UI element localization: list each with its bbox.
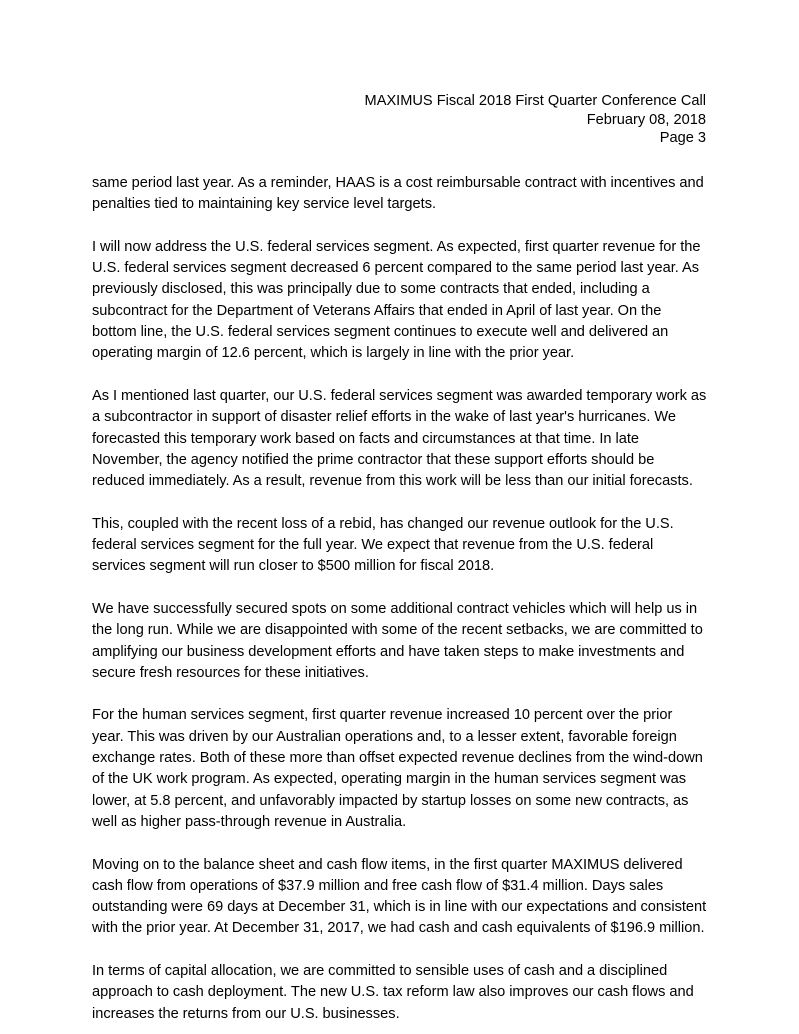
document-body	[92, 173, 707, 1025]
paragraph-federal-services-revenue: I will now address the U.S. federal services segment. As expected, first quarter revenue for the U.S. federal services segment decreased 6 percent compared to the same period last year. As previously disclosed, this was principally due to some contracts that ended, including a subcontract for the Department of Veterans Affairs that ended in April of last year. On the bottom line, the U.S. federal services segment continues to execute well and delivered an operating margin of 12.6 percent, which is largely in line with the prior year.	[92, 238, 701, 362]
header-conference-title: MAXIMUS Fiscal 2018 First Quarter Conference Call	[364, 93, 706, 109]
document-header	[365, 92, 706, 148]
header-date: February 08, 2018	[586, 111, 706, 128]
paragraph-disaster-relief-work: As I mentioned last quarter, our U.S. federal services segment was awarded temporary work as a subcontractor in support of disaster relief efforts in the wake of last year's hurricanes. We forecasted this temporary work based on facts and circumstances at that time. In late November, the agency notified the prime contractor that these support efforts should be reduced immediately. As a result, revenue from this work will be less than our initial forecasts.	[92, 387, 707, 490]
paragraph-contract-vehicles: We have successfully secured spots on some additional contract vehicles which will help us in the long run. While we are disappointed with some of the recent setbacks, we are committed to amplifying our business development efforts and have taken steps to make investments and secure fresh resources for these initiatives.	[92, 600, 703, 681]
paragraph-balance-sheet-cash-flow: Moving on to the balance sheet and cash flow items, in the first quarter MAXIMUS delivered cash flow from operations of $37.9 million and free cash flow of $31.4 million. Days sales outstanding were 69 days at December 31, which is in line with our expectations and consistent with the prior year. At December 31, 2017, we had cash and cash equivalents of $196.9 million.	[92, 856, 707, 937]
paragraph-revenue-outlook: This, coupled with the recent loss of a rebid, has changed our revenue outlook for the U.S. federal services segment for the full year. We expect that revenue from the U.S. federal services segment will run closer to $500 million for fiscal 2018.	[92, 515, 674, 575]
header-page-number: Page 3	[659, 130, 706, 147]
paragraph-human-services-segment: For the human services segment, first quarter revenue increased 10 percent over the prior year. This was driven by our Australian operations and, to a lesser extent, favorable foreign exchange rates. Both of these more than offset expected revenue declines from the wind-down of the UK work program. As expected, operating margin in the human services segment was lower, at 5.8 percent, and unfavorably impacted by startup losses on some new contracts, as well as higher pass-through revenue in Australia.	[92, 707, 703, 830]
paragraph-haas-reminder: same period last year. As a reminder, HAAS is a cost reimbursable contract with incentives and penalties tied to maintaining key service level targets.	[92, 175, 704, 213]
paragraph-capital-allocation: In terms of capital allocation, we are committed to sensible uses of cash and a disciplined approach to cash deployment. The new U.S. tax reform law also improves our cash flows and increases the returns from our U.S. businesses.	[92, 962, 694, 1022]
